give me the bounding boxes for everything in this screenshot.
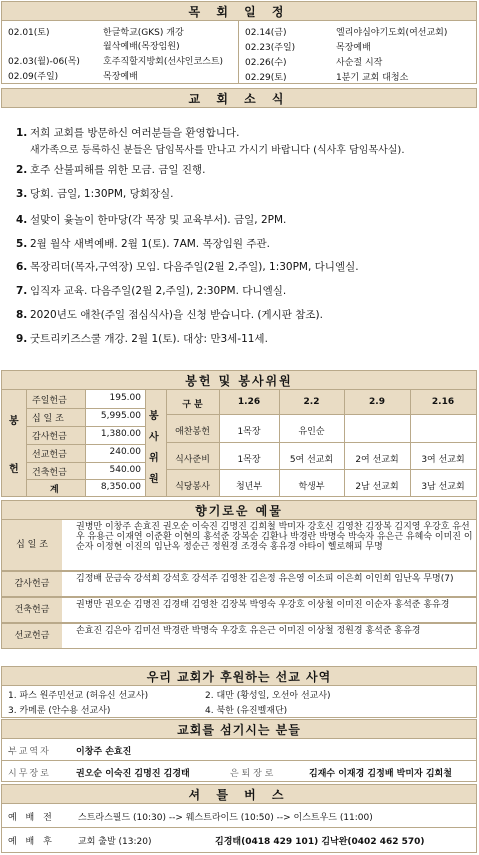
grid-line <box>166 442 476 443</box>
schedule-event: 엘리야심야기도회(여선교회) <box>336 28 448 38</box>
mission-item: 1. 파스 원주민선교 (허유신 선교사) <box>8 691 149 701</box>
schedule-event: 목장예배 <box>103 72 138 82</box>
grid-line <box>219 390 220 496</box>
fragrant-names: 권병만 권오순 김명진 김경태 김영찬 김장복 박영숙 우강호 이상철 이미진 이순자 홍석준 홍유경 <box>76 600 450 610</box>
fragrant-label: 십 일 조 <box>2 520 62 570</box>
shuttle-label: 예 배 전 <box>8 813 55 823</box>
service-row-label: 애찬봉헌 <box>175 427 210 437</box>
service-cell: 3여 선교회 <box>421 455 465 465</box>
grid-line <box>145 390 146 496</box>
offering-name: 십 일 조 <box>32 414 64 424</box>
news-text: 굿트리키즈스쿨 개강. 2월 1(토). 대상: 만3세-11세. <box>30 333 268 345</box>
servants-header: 교회를 섬기시는 분들 <box>1 719 477 739</box>
news-item <box>16 162 206 177</box>
schedule-date: 02.26(수) <box>245 58 287 68</box>
grid-line <box>2 760 476 761</box>
fragrant-row <box>1 519 477 571</box>
grid-line <box>26 408 145 409</box>
servant-label: 시무장로 <box>8 769 51 779</box>
grid-line <box>26 479 145 480</box>
schedule-box <box>1 21 477 84</box>
news-text: 임직자 교육. 다음주일(2월 2,주일), 2:30PM. 다니엘실. <box>30 285 287 297</box>
news-num: 5. <box>16 238 28 250</box>
mission-item: 3. 카메룬 (안수용 선교사) <box>8 706 111 716</box>
fragrant-label: 건축헌금 <box>2 598 62 622</box>
service-side-label: 원 <box>149 474 159 485</box>
shuttle-box <box>1 803 477 853</box>
offering-side-label: 봉 <box>9 416 19 427</box>
news-text: 호주 산불피해를 위한 모금. 금일 진행. <box>30 164 206 176</box>
schedule-header: 목 회 일 정 <box>1 1 477 21</box>
service-cell: 학생부 <box>298 482 325 492</box>
servant-names: 이창주 손효진 <box>76 747 132 757</box>
offering-name: 주일헌금 <box>32 396 67 406</box>
service-cell: 청년부 <box>235 482 263 492</box>
fragrant-label: 선교헌금 <box>2 624 62 648</box>
news-item <box>16 331 268 346</box>
shuttle-header: 셔 틀 버 스 <box>1 784 477 804</box>
news-text: 설맞이 윷놀이 한마당(각 목장 및 교육부서). 금일, 2PM. <box>30 214 287 226</box>
shuttle-contact: 김경태(0418 429 101) 김낙완(0402 462 570) <box>215 837 425 847</box>
grid-line <box>26 462 145 463</box>
shuttle-route: 교회 출발 (13:20) <box>78 837 152 847</box>
shuttle-label: 예 배 후 <box>8 837 55 847</box>
service-header: 구 분 <box>182 400 203 410</box>
service-cell: 3남 선교회 <box>421 482 465 492</box>
grid-line <box>26 426 145 427</box>
offering-total-label: 계 <box>50 485 59 495</box>
grid-line <box>26 390 27 496</box>
offering-header: 봉헌 및 봉사위원 <box>1 370 477 390</box>
grid-line <box>410 390 411 496</box>
news-num: 9. <box>16 333 28 345</box>
service-side-label: 위 <box>149 453 159 464</box>
news-header: 교 회 소 식 <box>1 88 477 108</box>
grid-line <box>166 469 476 470</box>
grid-line <box>85 390 86 496</box>
service-side-label: 봉 <box>149 411 159 422</box>
news-text: 저희 교회를 방문하신 여러분들을 환영합니다. <box>30 127 240 139</box>
grid-line <box>26 444 145 445</box>
offering-amount: 5,995.00 <box>100 411 141 421</box>
schedule-date: 02.23(주일) <box>245 43 296 53</box>
offering-amount: 540.00 <box>109 465 141 475</box>
schedule-date: 02.29(토) <box>245 73 287 83</box>
offering-side <box>2 390 26 496</box>
news-num: 4. <box>16 214 28 226</box>
fragrant-names: 손효진 김은아 김미선 박경란 박명숙 우강호 유은근 이미진 이상철 정원경 홍석준 홍유경 <box>76 626 421 636</box>
servant-label: 부교역자 <box>8 747 51 757</box>
service-cell: 2남 선교회 <box>355 482 399 492</box>
service-cell: 1목장 <box>237 455 261 465</box>
grid-line <box>2 827 476 828</box>
schedule-event: 월삭예배(목장임원) <box>103 42 180 52</box>
servant-names: 권오순 이숙진 김명진 김경태 <box>76 769 190 779</box>
offering-table <box>1 389 477 497</box>
offering-total: 8,350.00 <box>100 482 141 492</box>
offering-side-label: 헌 <box>9 464 19 475</box>
news-num: 1. <box>16 127 28 139</box>
news-item <box>16 236 270 251</box>
news-num: 6. <box>16 261 28 273</box>
offering-amount: 195.00 <box>109 393 141 403</box>
news-num: 3. <box>16 188 28 200</box>
service-row-label: 식사준비 <box>175 455 210 465</box>
offering-name: 선교헌금 <box>32 450 67 460</box>
fragrant-row <box>1 571 477 597</box>
fragrant-names: 권병만 이창주 손효진 권오순 이숙진 김명진 김희철 박미자 강호신 김영찬 김장복 김지영 우강호 유선우 유용근 이재연 이준환 이현의 홍석준 강복순 김환나 박경란 박명숙 박숙자 유은근 유혜숙 이미진 이순자 이정현 이진의 임난옥 정순근 정원경 조경숙 홍유경 야타이 헬로해피 무명 <box>76 522 473 552</box>
news-num: 8. <box>16 309 28 321</box>
mission-item: 4. 북한 (유진벨재단) <box>205 706 288 716</box>
shuttle-route: 스트라스필드 (10:30) --> 웨스트라이드 (10:50) --> 이스트우드 (11:00) <box>78 813 373 823</box>
service-cell: 유인순 <box>298 427 325 437</box>
news-text: 목장리더(목자,구역장) 모임. 다음주일(2월 2,주일), 1:30PM, 다니엘실. <box>30 261 359 273</box>
retired-names: 김재수 이재경 김정배 박미자 김희철 <box>309 769 452 779</box>
schedule-date: 02.14(금) <box>245 28 287 38</box>
service-header: 2.16 <box>431 397 455 407</box>
news-item <box>16 283 286 298</box>
news-text: 2020년도 애찬(주일 점심식사)을 신청 받습니다. (게시판 참조). <box>30 309 323 321</box>
service-side-label: 사 <box>149 432 159 443</box>
offering-amount: 240.00 <box>109 447 141 457</box>
schedule-event: 사순절 시작 <box>336 58 383 68</box>
retired-label: 은 퇴 장 로 <box>230 769 274 779</box>
news-text: 2월 월삭 새벽예배. 2월 1(토). 7AM. 목장임원 주관. <box>30 238 271 250</box>
service-cell: 1목장 <box>237 427 261 437</box>
service-header: 2.2 <box>303 397 320 407</box>
news-item <box>16 259 359 274</box>
news-num: 2. <box>16 164 28 176</box>
news-num: 7. <box>16 285 28 297</box>
fragrant-header: 향기로운 예물 <box>1 500 477 520</box>
schedule-event: 한글학교(GKS) 개강 <box>103 28 184 38</box>
fragrant-names: 김정배 문금숙 강석희 강석호 강석주 김영찬 김은정 유은영 이소피 이은희 이인희 임난옥 무명(7) <box>76 574 454 584</box>
offering-amount: 1,380.00 <box>100 429 141 439</box>
grid-line <box>166 414 476 415</box>
mission-header: 우리 교회가 후원하는 선교 사역 <box>1 666 477 686</box>
news-item <box>16 212 286 227</box>
news-item <box>16 186 173 201</box>
offering-name: 감사헌금 <box>32 432 67 442</box>
schedule-date: 02.01(토) <box>8 28 50 38</box>
news-text: 새가족으로 등록하신 분들은 담임목사를 만나고 가시기 바랍니다 (식사후 담임목사실). <box>30 145 405 156</box>
offering-name: 건축헌금 <box>32 468 67 478</box>
service-header: 2.9 <box>369 397 385 407</box>
schedule-date: 02.09(주일) <box>8 72 59 82</box>
schedule-event: 호주직할지방회(선샤인코스트) <box>103 57 224 67</box>
fragrant-label: 감사헌금 <box>2 572 62 596</box>
schedule-date: 02.03(월)-06(목) <box>8 57 80 67</box>
fragrant-row <box>1 597 477 623</box>
schedule-divider <box>238 21 239 83</box>
servants-box <box>1 738 477 782</box>
news-item <box>16 125 239 140</box>
fragrant-row <box>1 623 477 649</box>
schedule-event: 1분기 교회 대청소 <box>336 73 409 83</box>
service-row-label: 식당봉사 <box>175 482 210 492</box>
grid-line <box>166 390 167 496</box>
grid-line <box>344 390 345 496</box>
news-text: 당회. 금일, 1:30PM, 당회장실. <box>30 188 174 200</box>
service-header: 1.26 <box>237 397 261 407</box>
service-cell: 2여 선교회 <box>355 455 399 465</box>
service-cell: 5여 선교회 <box>289 455 334 465</box>
news-item <box>16 307 323 322</box>
mission-box <box>1 685 477 718</box>
grid-line <box>279 390 280 496</box>
news-item <box>16 141 405 156</box>
mission-item: 2. 대만 (황성일, 오선아 선교사) <box>205 691 331 701</box>
schedule-event: 목장예배 <box>336 43 371 53</box>
